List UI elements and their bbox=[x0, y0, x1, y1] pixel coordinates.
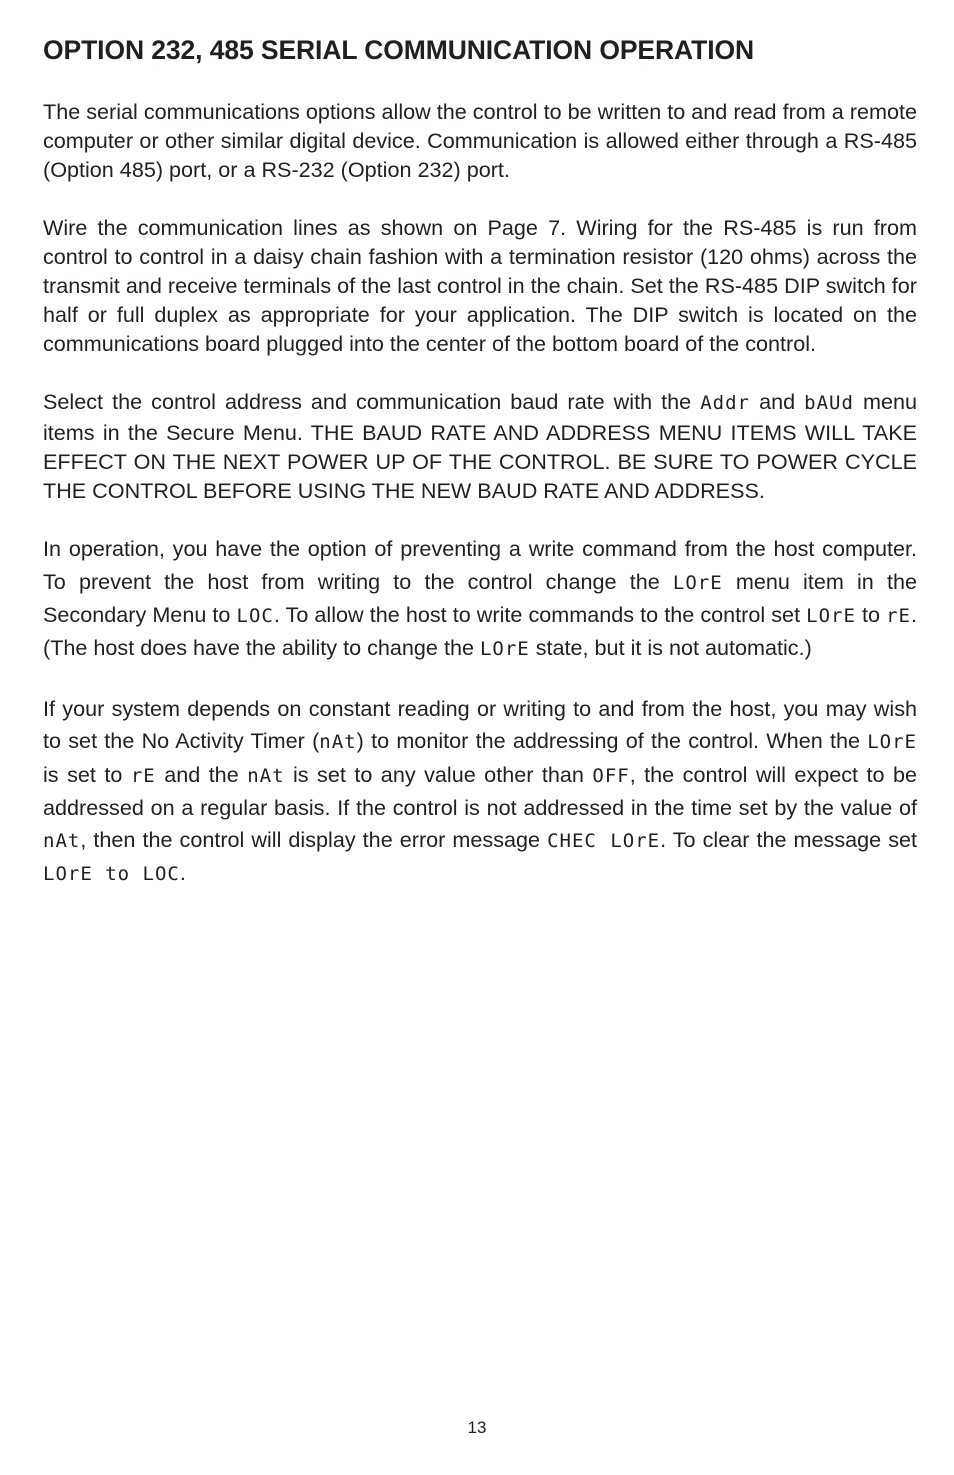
text: . bbox=[179, 860, 186, 886]
text: , then the control will display the error message bbox=[80, 827, 548, 853]
text: . To allow the host to write commands to the control set bbox=[273, 601, 807, 627]
text: state, but it is not automatic.) bbox=[529, 635, 812, 661]
text: is set to bbox=[43, 761, 131, 787]
display-code-re: rE bbox=[886, 604, 911, 627]
display-code-to: to bbox=[92, 863, 143, 886]
text: to bbox=[855, 601, 887, 627]
text: is set to any value other than bbox=[284, 761, 593, 787]
paragraph-no-activity-timer bbox=[43, 693, 917, 890]
display-code-chec-lore: CHEC LOrE bbox=[547, 830, 661, 853]
display-code-baud: bAUd bbox=[804, 391, 854, 414]
display-code-re: rE bbox=[130, 764, 156, 787]
text: If your system depends on constant reading or writing to and from the host, you may wish to set the No Activity Timer ( bbox=[43, 696, 917, 754]
page-title: OPTION 232, 485 SERIAL COMMUNICATION OPERATION bbox=[43, 35, 755, 65]
page-content bbox=[43, 33, 917, 918]
paragraph-serial-intro: The serial communications options allow the control to be written to and read from a remote computer or other similar digital device. Communication is allowed either through a RS-485 (Option 485) port, or a RS-232 (Option 232) port. bbox=[43, 99, 917, 183]
display-code-lore: LOrE bbox=[479, 638, 530, 661]
text: and the bbox=[155, 761, 248, 787]
display-code-lore: LOrE bbox=[867, 731, 917, 754]
display-code-lore: LOrE bbox=[672, 571, 723, 594]
text: . To clear the message set bbox=[660, 827, 918, 853]
display-code-nat: nAt bbox=[319, 731, 357, 754]
paragraph-address-baud bbox=[43, 387, 917, 506]
text: menu item in the Secondary Menu to bbox=[43, 568, 917, 627]
text: . (The host does have the ability to change the bbox=[43, 601, 917, 661]
text: menu items in the Secure Menu. THE BAUD RATE AND ADDRESS MENU ITEMS WILL TAKE EFFECT ON THE NEXT POWER UP OF THE CONTROL. BE SURE TO POWER CYCLE THE CONTROL BEFORE USING THE NEW BAUD RATE AND ADDRESS. bbox=[43, 388, 918, 504]
text: , the control will expect to be addressed on a regular basis. If the control is not addressed in the time set by the value of bbox=[43, 761, 917, 820]
display-code-nat: nAt bbox=[247, 764, 285, 787]
display-code-loc: LOC bbox=[142, 863, 180, 886]
display-code-lore: LOrE bbox=[43, 863, 93, 886]
display-code-off: OFF bbox=[592, 764, 630, 787]
text: In operation, you have the option of preventing a write command from the host computer. To prevent the host from writing to the control change the bbox=[43, 536, 917, 594]
text: ) to monitor the addressing of the control. When the bbox=[356, 728, 868, 754]
display-code-addr: Addr bbox=[700, 391, 750, 414]
text: and bbox=[750, 388, 805, 414]
paragraph-wiring: Wire the communication lines as shown on Page 7. Wiring for the RS-485 is run from control to control in a daisy chain fashion with a termination resistor (120 ohms) across the transmit and receive terminals of the last control in the chain. Set the RS-485 DIP switch for half or full duplex as appropriate for your application. The DIP switch is located on the communications board plugged into the center of the bottom board of the control. bbox=[43, 214, 917, 357]
display-code-loc: LOC bbox=[236, 604, 274, 627]
page-number: 13 bbox=[467, 1418, 487, 1437]
display-code-nat: nAt bbox=[43, 830, 81, 853]
paragraph-write-protect bbox=[43, 533, 917, 665]
display-code-lore: LOrE bbox=[806, 604, 856, 627]
text: Select the control address and communication baud rate with the bbox=[43, 388, 701, 414]
